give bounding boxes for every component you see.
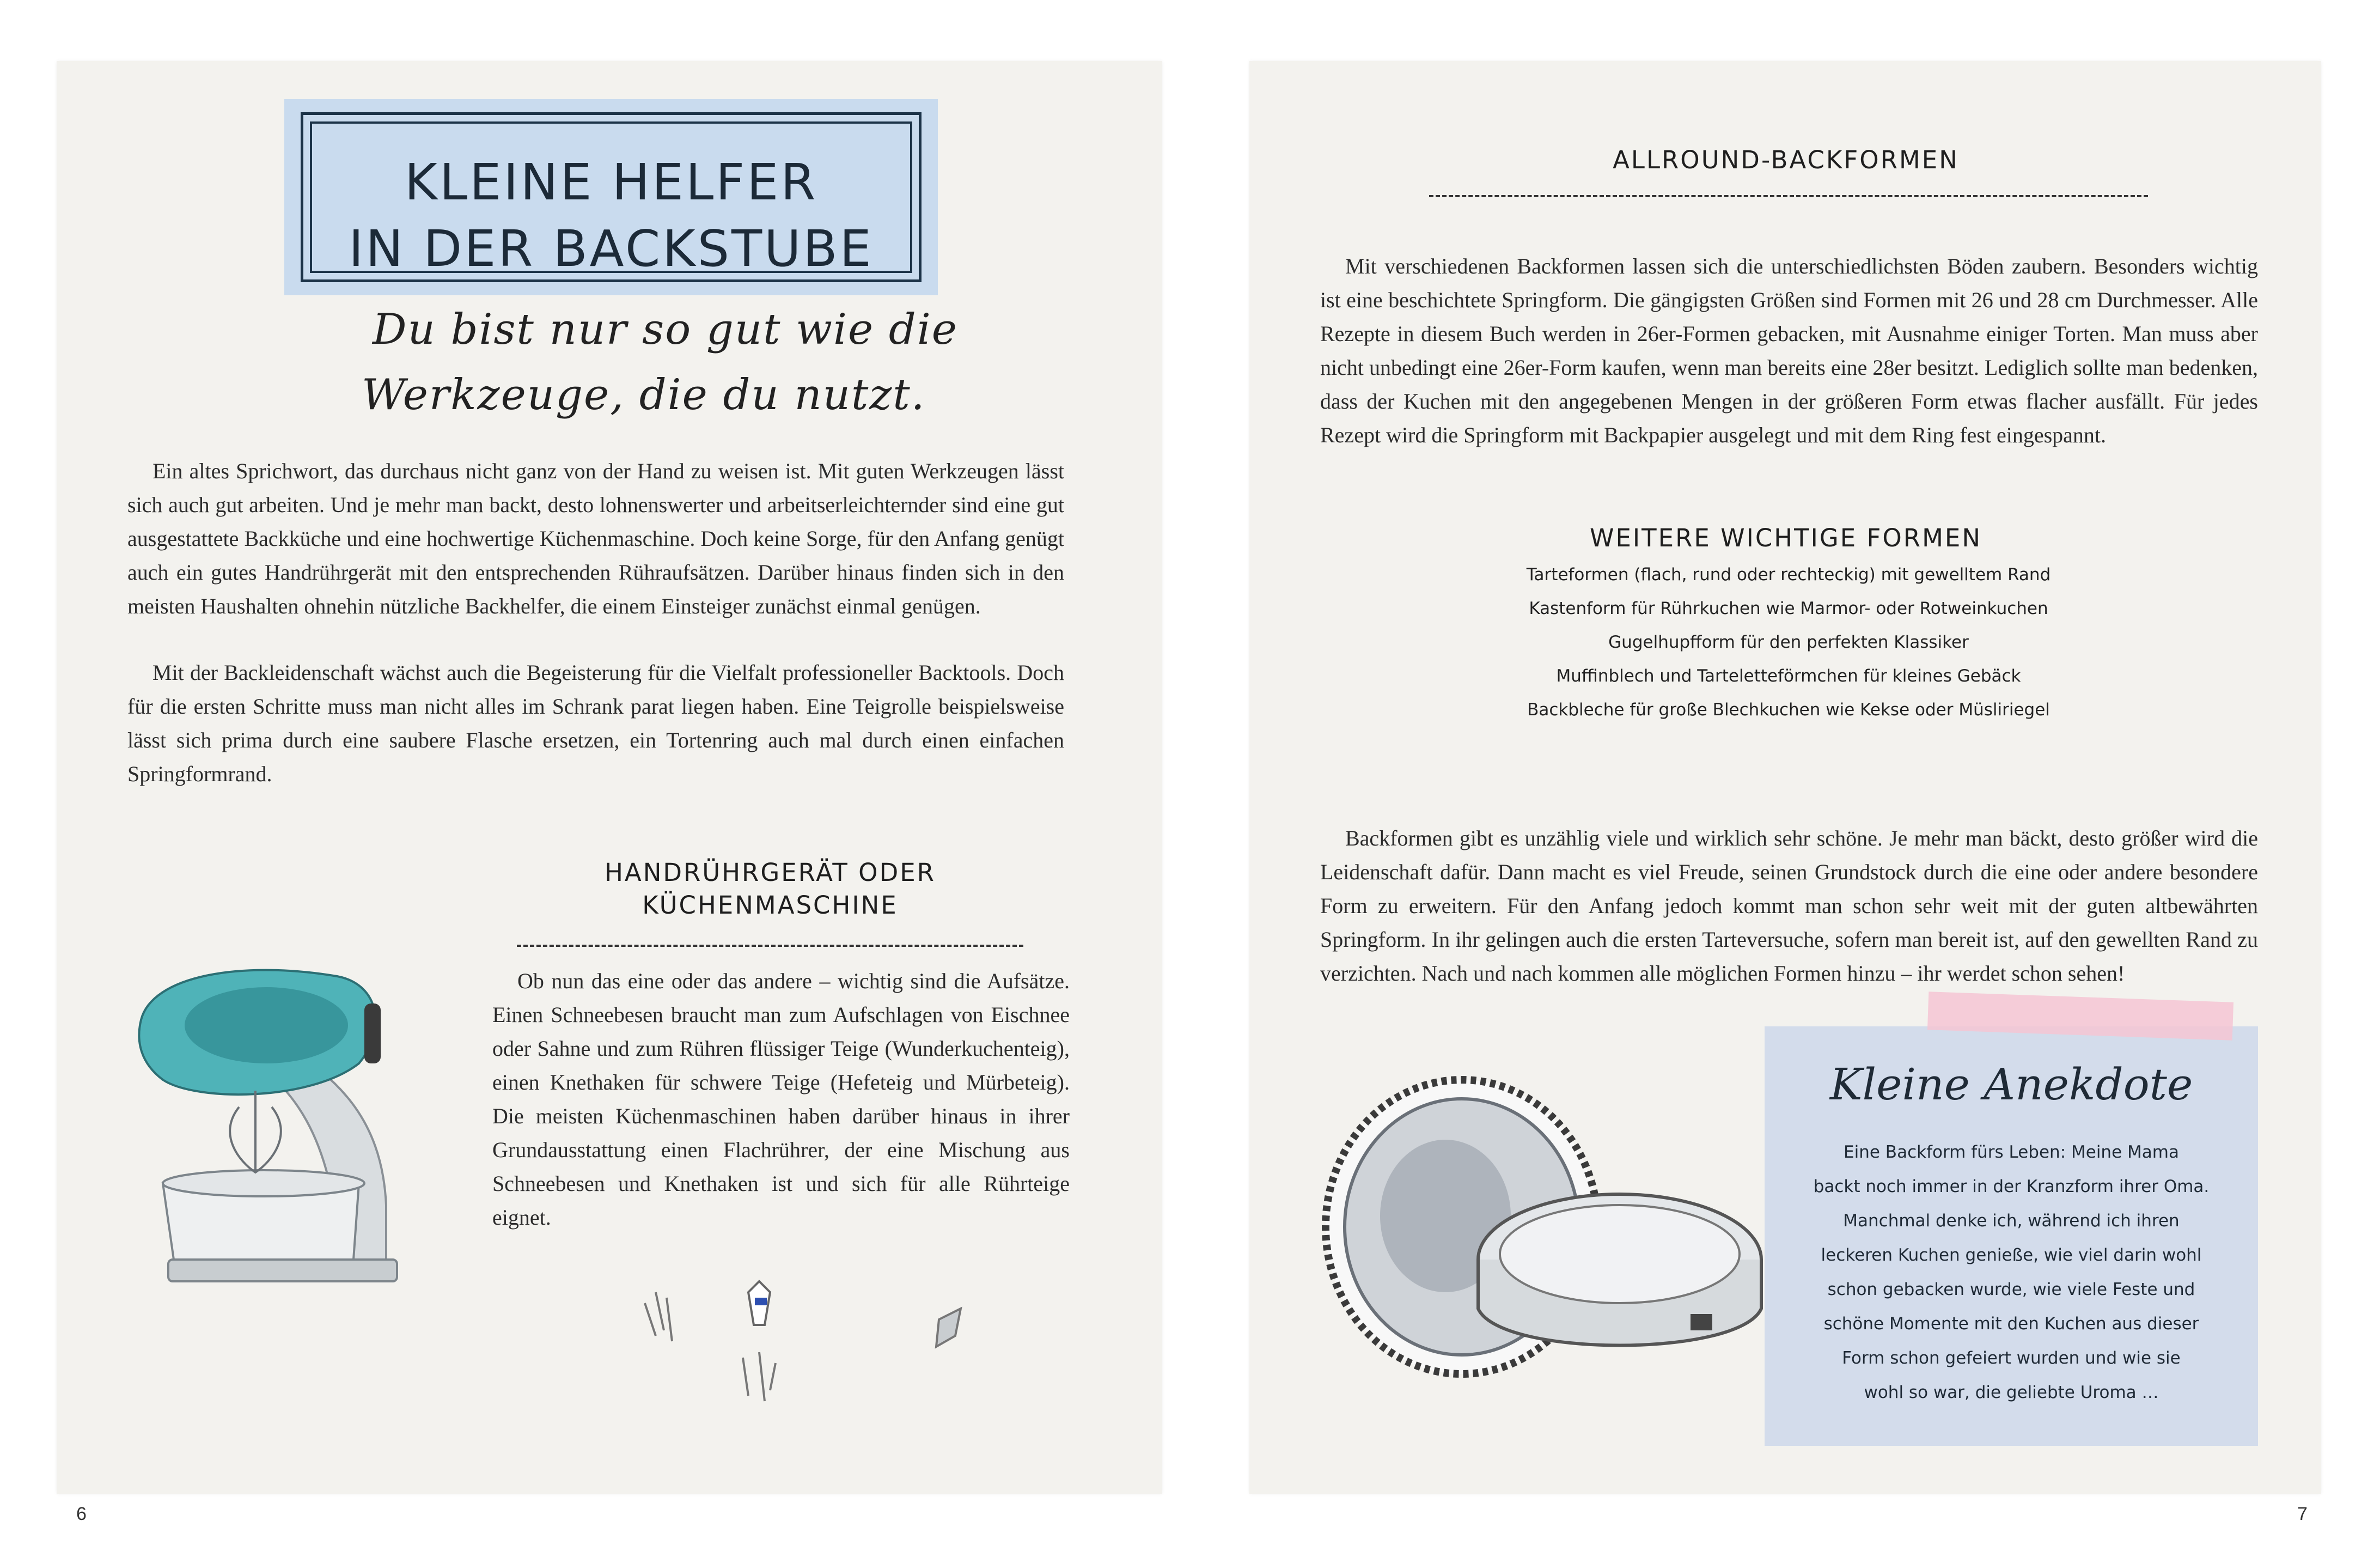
section-paragraph: Ob nun das eine oder das andere – wichtig sind die Aufsätze. Einen Schneebesen braucht man zum Aufschlagen von Eischnee oder Sahne und zum Rühren flüssiger Teige (Wunderkuchenteig), einen Knethaken für schwere Teige (Hefeteig und Mürbeteig). Die meisten Küchenmaschinen haben darüber hinaus in ihrer Grundausstattung einen Flachrührer, der eine Mischung aus Schneebesen und Knethaken ist und sich für alle Rührteige eignet. bbox=[492, 969, 1070, 1230]
title-line-2: IN DER BACKSTUBE bbox=[349, 220, 874, 278]
page-title bbox=[284, 149, 938, 282]
left-page bbox=[57, 61, 1162, 1494]
allround-paragraph: Mit verschiedenen Backformen lassen sich die unterschiedlichsten Böden zaubern. Besonders wichtig ist eine beschichtete Springform. Die gängigsten Größen sind Formen mit 26 und 28 cm Durchmesser. Alle Rezepte in diesem Buch werden in 26er-Formen gebacken, mit Ausnahme einiger Torten. Man muss aber nicht unbedingt eine 26er-Form kaufen, wenn man bereits eine 28er besitzt. Lediglich sollte man bedenken, dass der Kuchen mit den angegebenen Mengen in der größeren Form etwas flacher ausfällt. Für jedes Rezept wird die Springform mit Backpapier ausgelegt und mit dem Ring fest eingespannt. bbox=[1320, 254, 2258, 447]
quote-line-2: Werkzeuge, die du nutzt. bbox=[362, 370, 926, 419]
section-heading-line-2: KÜCHENMASCHINE bbox=[642, 891, 898, 920]
baking-tins-illustration bbox=[1315, 1053, 1772, 1390]
sketch-scraper bbox=[936, 1309, 961, 1347]
forms-list-item: Tarteformen (flach, rund oder rechteckig) mit gewelltem Rand bbox=[1526, 565, 2051, 585]
anekdote-title: Kleine Anekdote bbox=[1829, 1059, 2193, 1110]
anekdote-line: Manchmal denke ich, während ich ihren bbox=[1843, 1211, 2180, 1231]
springform-inner bbox=[1500, 1205, 1740, 1303]
forms-list-item: Muffinblech und Tarteletteförmchen für kleines Gebäck bbox=[1556, 666, 2021, 686]
mixer-knob bbox=[364, 1003, 381, 1063]
anekdote-line: schöne Momente mit den Kuchen aus dieser bbox=[1823, 1314, 2199, 1334]
intro-paragraph-1: Ein altes Sprichwort, das durchaus nicht ganz von der Hand zu weisen ist. Mit guten Werkzeugen lässt sich auch gut arbeiten. Und je mehr man backt, desto lohnenswerter und arbeitserleichternder sind eine gut ausgestattete Backküche und eine hochwertige Küchenmaschine. Doch keine Sorge, für den Anfang genügt auch ein gutes Handrührgerät mit den entsprechenden Rühraufsätzen. Darüber hinaus finden sich in den meisten Haushalten ohnehin nützliche Backhelfer, die einem Einsteiger zunächst einmal genügen. bbox=[127, 459, 1064, 618]
anekdote-line: leckeren Kuchen genieße, wie viel darin wohl bbox=[1821, 1245, 2202, 1265]
section-heading-line-1: HANDRÜHRGERÄT ODER bbox=[605, 858, 936, 887]
section-heading-handruehrgeraet bbox=[547, 856, 993, 922]
anekdote-text bbox=[1786, 1135, 2236, 1410]
forms-list-item: Gugelhupfform für den perfekten Klassiker bbox=[1608, 632, 1969, 652]
page-number-right: 7 bbox=[2297, 1504, 2308, 1524]
anekdote-line: wohl so war, die geliebte Uroma … bbox=[1864, 1383, 2159, 1402]
sketch-whisk-2 bbox=[743, 1352, 776, 1401]
title-line-1: KLEINE HELFER bbox=[404, 153, 818, 211]
forms-list-item: Backbleche für große Blechkuchen wie Kekse oder Müsliriegel bbox=[1527, 700, 2050, 720]
forms-list bbox=[1402, 558, 2175, 727]
springform-clasp bbox=[1691, 1314, 1712, 1330]
quote-line-1: Du bist nur so gut wie die bbox=[373, 305, 958, 354]
title-box bbox=[284, 99, 938, 295]
anekdote-line: Form schon gefeiert wurden und wie sie bbox=[1842, 1348, 2181, 1368]
heading-allround-backformen: ALLROUND-BACKFORMEN bbox=[1613, 145, 1959, 174]
sketch-shaker-band bbox=[755, 1298, 767, 1305]
mixer-whisk bbox=[230, 1091, 281, 1172]
page-number-left: 6 bbox=[76, 1504, 87, 1524]
right-page bbox=[1249, 61, 2321, 1494]
forms-list-item: Kastenform für Rührkuchen wie Marmor- oder Rotweinkuchen bbox=[1529, 599, 2048, 618]
anekdote-line: backt noch immer in der Kranzform ihrer Oma. bbox=[1813, 1177, 2210, 1196]
anekdote-box bbox=[1765, 1026, 2258, 1446]
mixer-illustration bbox=[130, 954, 490, 1336]
whisk-sketches bbox=[634, 1270, 1026, 1434]
sketch-whisk-1 bbox=[645, 1292, 672, 1341]
anekdote-line: Eine Backform fürs Leben: Meine Mama bbox=[1844, 1142, 2179, 1162]
mixer-base bbox=[168, 1260, 397, 1281]
mixer-bowl-rim bbox=[163, 1170, 364, 1196]
anekdote-line: schon gebacken wurde, wie viele Feste und bbox=[1827, 1280, 2195, 1299]
heading-divider bbox=[1429, 195, 2148, 197]
section-divider bbox=[517, 945, 1023, 947]
mixer-head-shade bbox=[185, 987, 348, 1063]
intro-paragraph-2: Mit der Backleidenschaft wächst auch die Begeisterung für die Vielfalt professioneller Backtools. Doch für die ersten Schritte muss man nicht alles im Schrank parat liegen haben. Eine Teigrolle beispielsweise lässt sich prima durch eine saubere Flasche ersetzen, ein Tortenring auch mal durch einen einfachen Springformrand. bbox=[127, 660, 1064, 786]
backformen-paragraph: Backformen gibt es unzählig viele und wirklich sehr schöne. Je mehr man bäckt, desto größer wird die Leidenschaft dafür. Dann macht es viel Freude, seinen Grundstock durch die eine oder andere besondere Form zu erweitern. Für den Anfang jedoch kommt man schon sehr weit mit der guten altbewährten Springform. In ihr gelingen auch die ersten Tarteversuche, sofern man bereit ist, auf den gewellten Rand zu verzichten. Nach und nach kommen alle möglichen Formen hinzu – ihr werdet schon sehen! bbox=[1320, 826, 2258, 986]
heading-weitere-formen: WEITERE WICHTIGE FORMEN bbox=[1589, 524, 1982, 552]
